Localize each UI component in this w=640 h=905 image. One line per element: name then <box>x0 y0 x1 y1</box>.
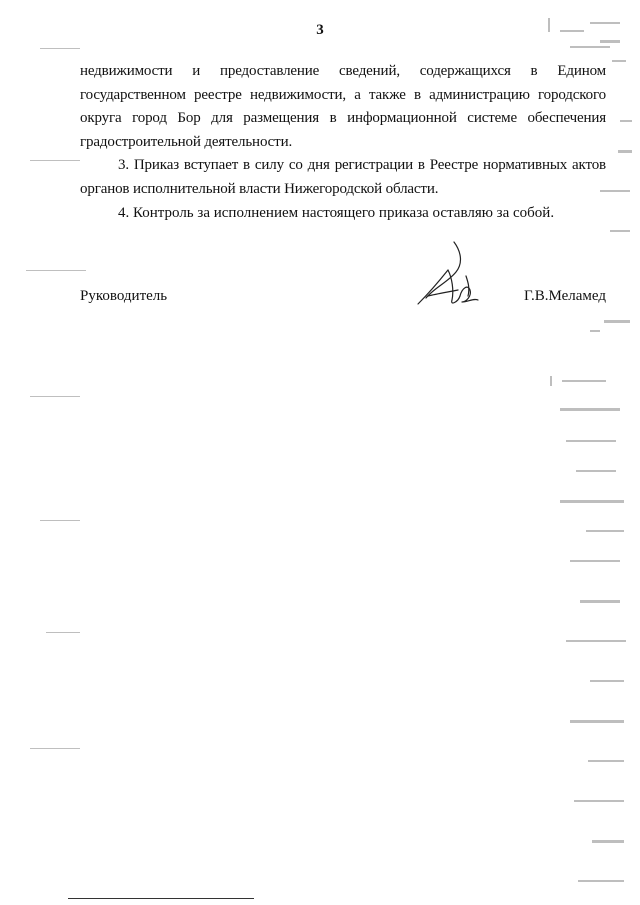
footer-divider <box>68 898 254 899</box>
paragraph-item-4: 4. Контроль за исполнением настоящего приказа оставляю за собой. <box>118 204 555 221</box>
page-number: 3 <box>316 22 324 38</box>
signature-block <box>80 288 606 312</box>
paragraph-continuation: недвижимости и предоставление сведений, содержащихся в Едином государственном реестре недвижимости, а также в администрацию городского округа город Бор для размещения в информационной системе обеспечения градостроительной деятельности. <box>80 63 606 150</box>
document-body <box>80 60 606 225</box>
paragraph-item-3: 3. Приказ вступает в силу со дня регистрации в Реестре нормативных актов органов исполнительной власти Нижегородской области. <box>80 157 606 197</box>
signatory-position: Руководитель <box>80 288 168 304</box>
signatory-name: Г.В.Меламед <box>523 288 606 304</box>
